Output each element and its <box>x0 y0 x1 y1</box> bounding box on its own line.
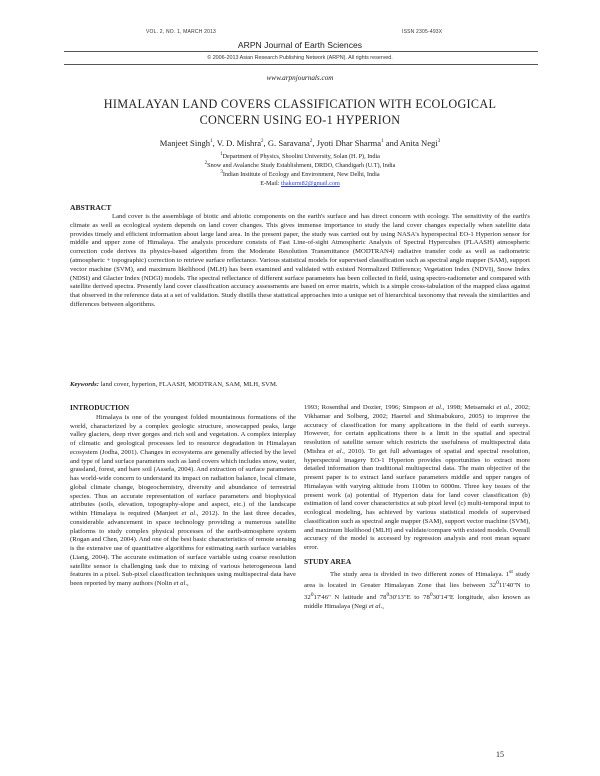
author-list <box>0 138 600 148</box>
affiliation-text: Department of Physics, Shoolini University, Solan (H. P), India <box>222 153 380 161</box>
author-name: Manjeet Singh <box>159 138 211 148</box>
introduction-heading: INTRODUCTION <box>70 403 130 412</box>
journal-name: ARPN Journal of Earth Sciences <box>237 40 363 50</box>
abstract-text: Land cover is the assemblage of biotic and abiotic components on the earth's surface and has direct concern with ecology. The sensitivity of the earth's climate as well as ecological system depends on land cover changes. This gives immense importance to study the land cover changes especially when satellite data provides timely and efficient information about large land area. In the present paper, the study was carried out by using NASA's hyperspectral EO-1 Hyperion sensor for middle and upper zone of Himalaya. The analysis procedure consists of Fast Line-of-sight Atmospheric Analysis of Spectral Hypercubes (FLAASH) atmospheric correction code derives its physics-based algorithm from the Moderate Resolution Transmittance (MODTRAN4) radiative transfer code as well as radiometric (atmospheric + topographic) correction to retrieve surface reflectance. Various statistical models for supervised classification such as spectral angle mapper (SAM), support vector machine (SVM), and maximum likelihood (MLH) has been examined and validated with existed Normalized Difference; Vegetation Index (NDVI), Snow Index (NDSI) and Glacier Index (NDGI) models. The spectral reflectance of different surface parameters has been collected in field, using spectro-radiometer and compared with satellite derived spectra. Presently land cover classification accuracy assessments are based on error matrix, which is a simple cross-tabulation of the mapped class against that observed in the reference data at a set of validation. Study distills these statistical approaches into a unique set of hierarchical taxonomy that reveals the similarities and differences between algorithms. <box>70 213 530 308</box>
issn: ISSN 2305-493X <box>402 29 443 35</box>
author-separator: , <box>263 138 268 148</box>
title-line-1: HIMALAYAN LAND COVERS CLASSIFICATION WITH ECOLOGICAL <box>103 97 497 111</box>
abstract-heading: ABSTRACT <box>70 203 112 212</box>
author-email <box>0 180 600 187</box>
volume-info: VOL. 2, NO. 1, MARCH 2013 <box>146 29 217 35</box>
keywords-text: land cover, hyperion, FLAASH, MODTRAN, SAM, MLH, SVM. <box>98 381 278 388</box>
copyright-notice: © 2006-2013 Asian Research Publishing Network (ARPN). All rights reserved. <box>207 55 393 61</box>
affiliation-3 <box>0 170 600 178</box>
author-affiliation-mark: 3 <box>437 139 441 145</box>
affiliation-text: Snow and Avalanche Study Establishment, DRDO, Chandigarh (U.T), India <box>207 162 396 170</box>
affiliation-mark: 1 <box>220 152 223 157</box>
author-name: Anita Negi <box>399 138 438 148</box>
introduction-paragraph: Himalaya is one of the youngest folded mountainous formations of the world, characterized by a complex geologic structure, snowcapped peaks, large valley glaciers, deep river gorges and rich soil and vegetation. A complex interplay of climatic and geological processes led to resource degradation in Himalayan ecosystem (Jodha, 2001). Changes in ecosystems are generally affected by the level and type of land surface parameters such as land covers which includes snow, water, grassland, forest, and bare soil (Assefa, 2004). And extraction of surface parameters has world-wide concern to understand its impact on radiation balance, local climate, global climate change, biogeochemistry, diversity and abundance of terrestrial species. Thus an accurate representation of surface parameters and biophysical attributes (soils, elevation, topography-slope and aspect, etc.) of the landscape within Himalaya is required (Manjeet et al., 2012). In the last three decades, considerable advancement in space technology providing a numerous satellite platforms to study complex physical processes of the earth-atmosphere system (Rogan and Chen, 2004). And one of the best basic characteristics of remote sensing is the extensive use of quantitative algorithms for estimating earth surface variables (Liang, 2004). The accurate estimation of surface variable using coarse resolution satellite sensor is challenging task due to mixing of various heterogeneous land features in a pixel. Sub-pixel classification techniques using multispectral data have been reported by many authors (Nolin et al., <box>70 413 296 587</box>
page-number: 15 <box>496 750 504 759</box>
title-line-2: CONCERN USING EO-1 HYPERION <box>199 113 401 127</box>
header-rule-bottom <box>64 64 538 65</box>
introduction-continued: 1993; Rosenthal and Dozier, 1996; Simpson et al., 1998; Metsamaki et al., 2002; Vikhamar and Solberg, 2002; Haertel and Shimabukuro, 2005) to improve the accuracy of classification for many applications in the field of earth surveys. However, for certain applications there is a limit in the spatial and spectral resolution of satellite sensor which restricts the usefulness of multispectral data (Mishra et al., 2010). To get full advantages of spatial and spectral resolution, hyperspectral imagery EO-1 Hyperion provides opportunities to extract more detailed information than traditional multispectral data. The main objective of the present paper is to extract land surface parameters middle and upper ranges of Himalayas with varying altitude from 1100m to 6000m. Three key issues of the present work (a) potential of Hyperion data for land cover classification (b) estimation of land cover characteristics at sub pixel level (c) multi-temporal input to ecological modeling, has achieved by various statistical models of supervised classification such as spectral angle mapper (SAM), support vector machine (SVM), and maximum likelihood (MLH) and validate/compare with existed models. Overall accuracy of the model is accessed by regression analysis and root mean square error. <box>304 404 531 551</box>
author-affiliation-mark: 1 <box>210 139 213 145</box>
affiliation-text: Indian Institute of Ecology and Environment, New Delhi, India <box>222 171 380 179</box>
affiliation-1 <box>0 152 600 160</box>
study-area-paragraph: The study area is divided in two different zones of Himalaya. 1st study area is located in Greater Himalayan Zone that lies between $32^011'40"N$ to $32^017'46$" N latitude and $78^030'13"E$ to $78^030'14"E$ longitude, also known as middle Himalaya (Negi et al., <box>304 568 531 611</box>
affiliation-2 <box>0 161 600 169</box>
journal-url[interactable]: www.arpnjournals.com <box>266 74 334 82</box>
author-affiliation-mark: 2 <box>309 139 313 145</box>
affiliation-mark: 3 <box>220 170 223 175</box>
author-separator: and <box>383 138 400 148</box>
paper-title <box>60 96 540 128</box>
author-separator: , <box>212 138 217 148</box>
header-rule-top <box>64 51 538 52</box>
study-area-heading: STUDY AREA <box>304 556 352 566</box>
author-name: G. Saravana <box>267 138 310 148</box>
author-name: Jyoti Dhar Sharma <box>316 138 382 148</box>
left-column <box>70 404 296 589</box>
author-affiliation-mark: 2 <box>261 139 264 145</box>
keywords <box>70 381 530 388</box>
right-column <box>304 404 530 612</box>
keywords-label: Keywords: <box>70 381 99 388</box>
email-label: E-Mail: <box>260 180 281 187</box>
email-link[interactable]: thakurm82@gmail.com <box>281 180 340 187</box>
author-affiliation-mark: 1 <box>381 139 384 145</box>
affiliation-mark: 2 <box>204 161 208 166</box>
author-separator: , <box>312 138 317 148</box>
author-name: V. D. Mishra <box>216 138 262 148</box>
